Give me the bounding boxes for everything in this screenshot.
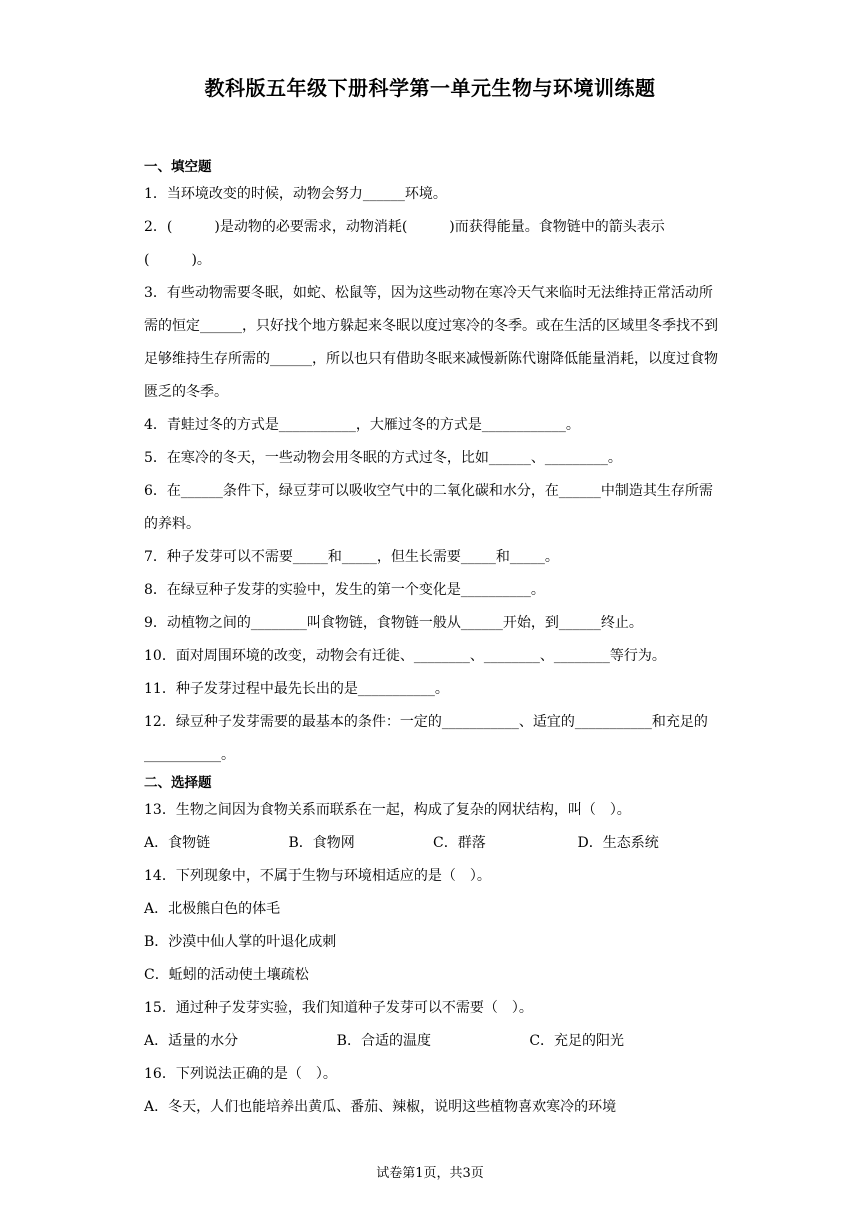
- question-14: 14．下列现象中，不属于生物与环境相适应的是（ ）。: [144, 868, 491, 884]
- option-c: C．蚯蚓的活动使土壤疏松: [144, 967, 309, 983]
- question-4: 4．青蛙过冬的方式是___________，大雁过冬的方式是____________。: [144, 417, 580, 433]
- question-13: 13．生物之间因为食物关系而联系在一起，构成了复杂的网状结构，叫（ ）。: [144, 802, 631, 818]
- option-b: B．沙漠中仙人掌的叶退化成刺: [144, 934, 337, 950]
- option-a: A．适量的水分: [144, 1033, 239, 1049]
- option-c: C．充足的阳光: [529, 1033, 625, 1049]
- question-15-options: [144, 1025, 722, 1058]
- question-6: 6．在______条件下，绿豆芽可以吸收空气中的二氧化碳和水分，在______中制造其生存所需的养料。: [144, 483, 713, 532]
- option-b: B．合适的温度: [336, 1033, 431, 1049]
- question-5: 5．在寒冷的冬天，一些动物会用冬眠的方式过冬，比如______、_________。: [144, 450, 622, 466]
- option-a: A．北极熊白色的体毛: [144, 901, 281, 917]
- question-1: 1．当环境改变的时候，动物会努力______环境。: [144, 186, 447, 202]
- question-10: 10．面对周围环境的改变，动物会有迁徙、________、________、________等行为。: [144, 648, 666, 664]
- option-d: D．生态系统: [577, 835, 659, 851]
- section-heading-fill: 一、填空题: [144, 159, 212, 175]
- page-title: 教科版五年级下册科学第一单元生物与环境训练题: [204, 76, 656, 100]
- question-7: 7．种子发芽可以不需要_____和_____，但生长需要_____和_____。: [144, 549, 559, 565]
- section-heading-choice: 二、选择题: [144, 775, 212, 791]
- exam-content: [144, 156, 722, 1124]
- option-c: C．群落: [433, 835, 486, 851]
- page-footer: 试卷第1页，共3页: [376, 1166, 484, 1181]
- question-15: 15．通过种子发芽实验，我们知道种子发芽可以不需要（ ）。: [144, 1000, 533, 1016]
- option-a: A．冬天，人们也能培养出黄瓜、番茄、辣椒，说明这些植物喜欢寒冷的环境: [144, 1099, 617, 1115]
- question-9: 9．动植物之间的________叫食物链，食物链一般从______开始，到______终止。: [144, 615, 643, 631]
- question-3: 3．有些动物需要冬眠，如蛇、松鼠等，因为这些动物在寒冷天气来临时无法维持正常活动所需的恒定______，只好找个地方躲起来冬眠以度过寒冷的冬季。或在生活的区域里冬季找不到足够维持生存所需的______，所以也只有借助冬眠来减慢新陈代谢降低能量消耗，以度过食物匮乏的冬季。: [144, 285, 718, 400]
- question-2: 2．( )是动物的必要需求，动物消耗( )而获得能量。食物链中的箭头表示( )。: [144, 219, 665, 268]
- question-16: 16．下列说法正确的是（ ）。: [144, 1066, 337, 1082]
- option-b: B．食物网: [288, 835, 355, 851]
- question-11: 11．种子发芽过程中最先长出的是___________。: [144, 681, 449, 697]
- question-12: 12．绿豆种子发芽需要的最基本的条件：一定的___________、适宜的___________和充足的___________。: [144, 714, 708, 763]
- question-13-options: [144, 827, 722, 860]
- question-8: 8．在绿豆种子发芽的实验中，发生的第一个变化是__________。: [144, 582, 545, 598]
- option-a: A．食物链: [144, 835, 211, 851]
